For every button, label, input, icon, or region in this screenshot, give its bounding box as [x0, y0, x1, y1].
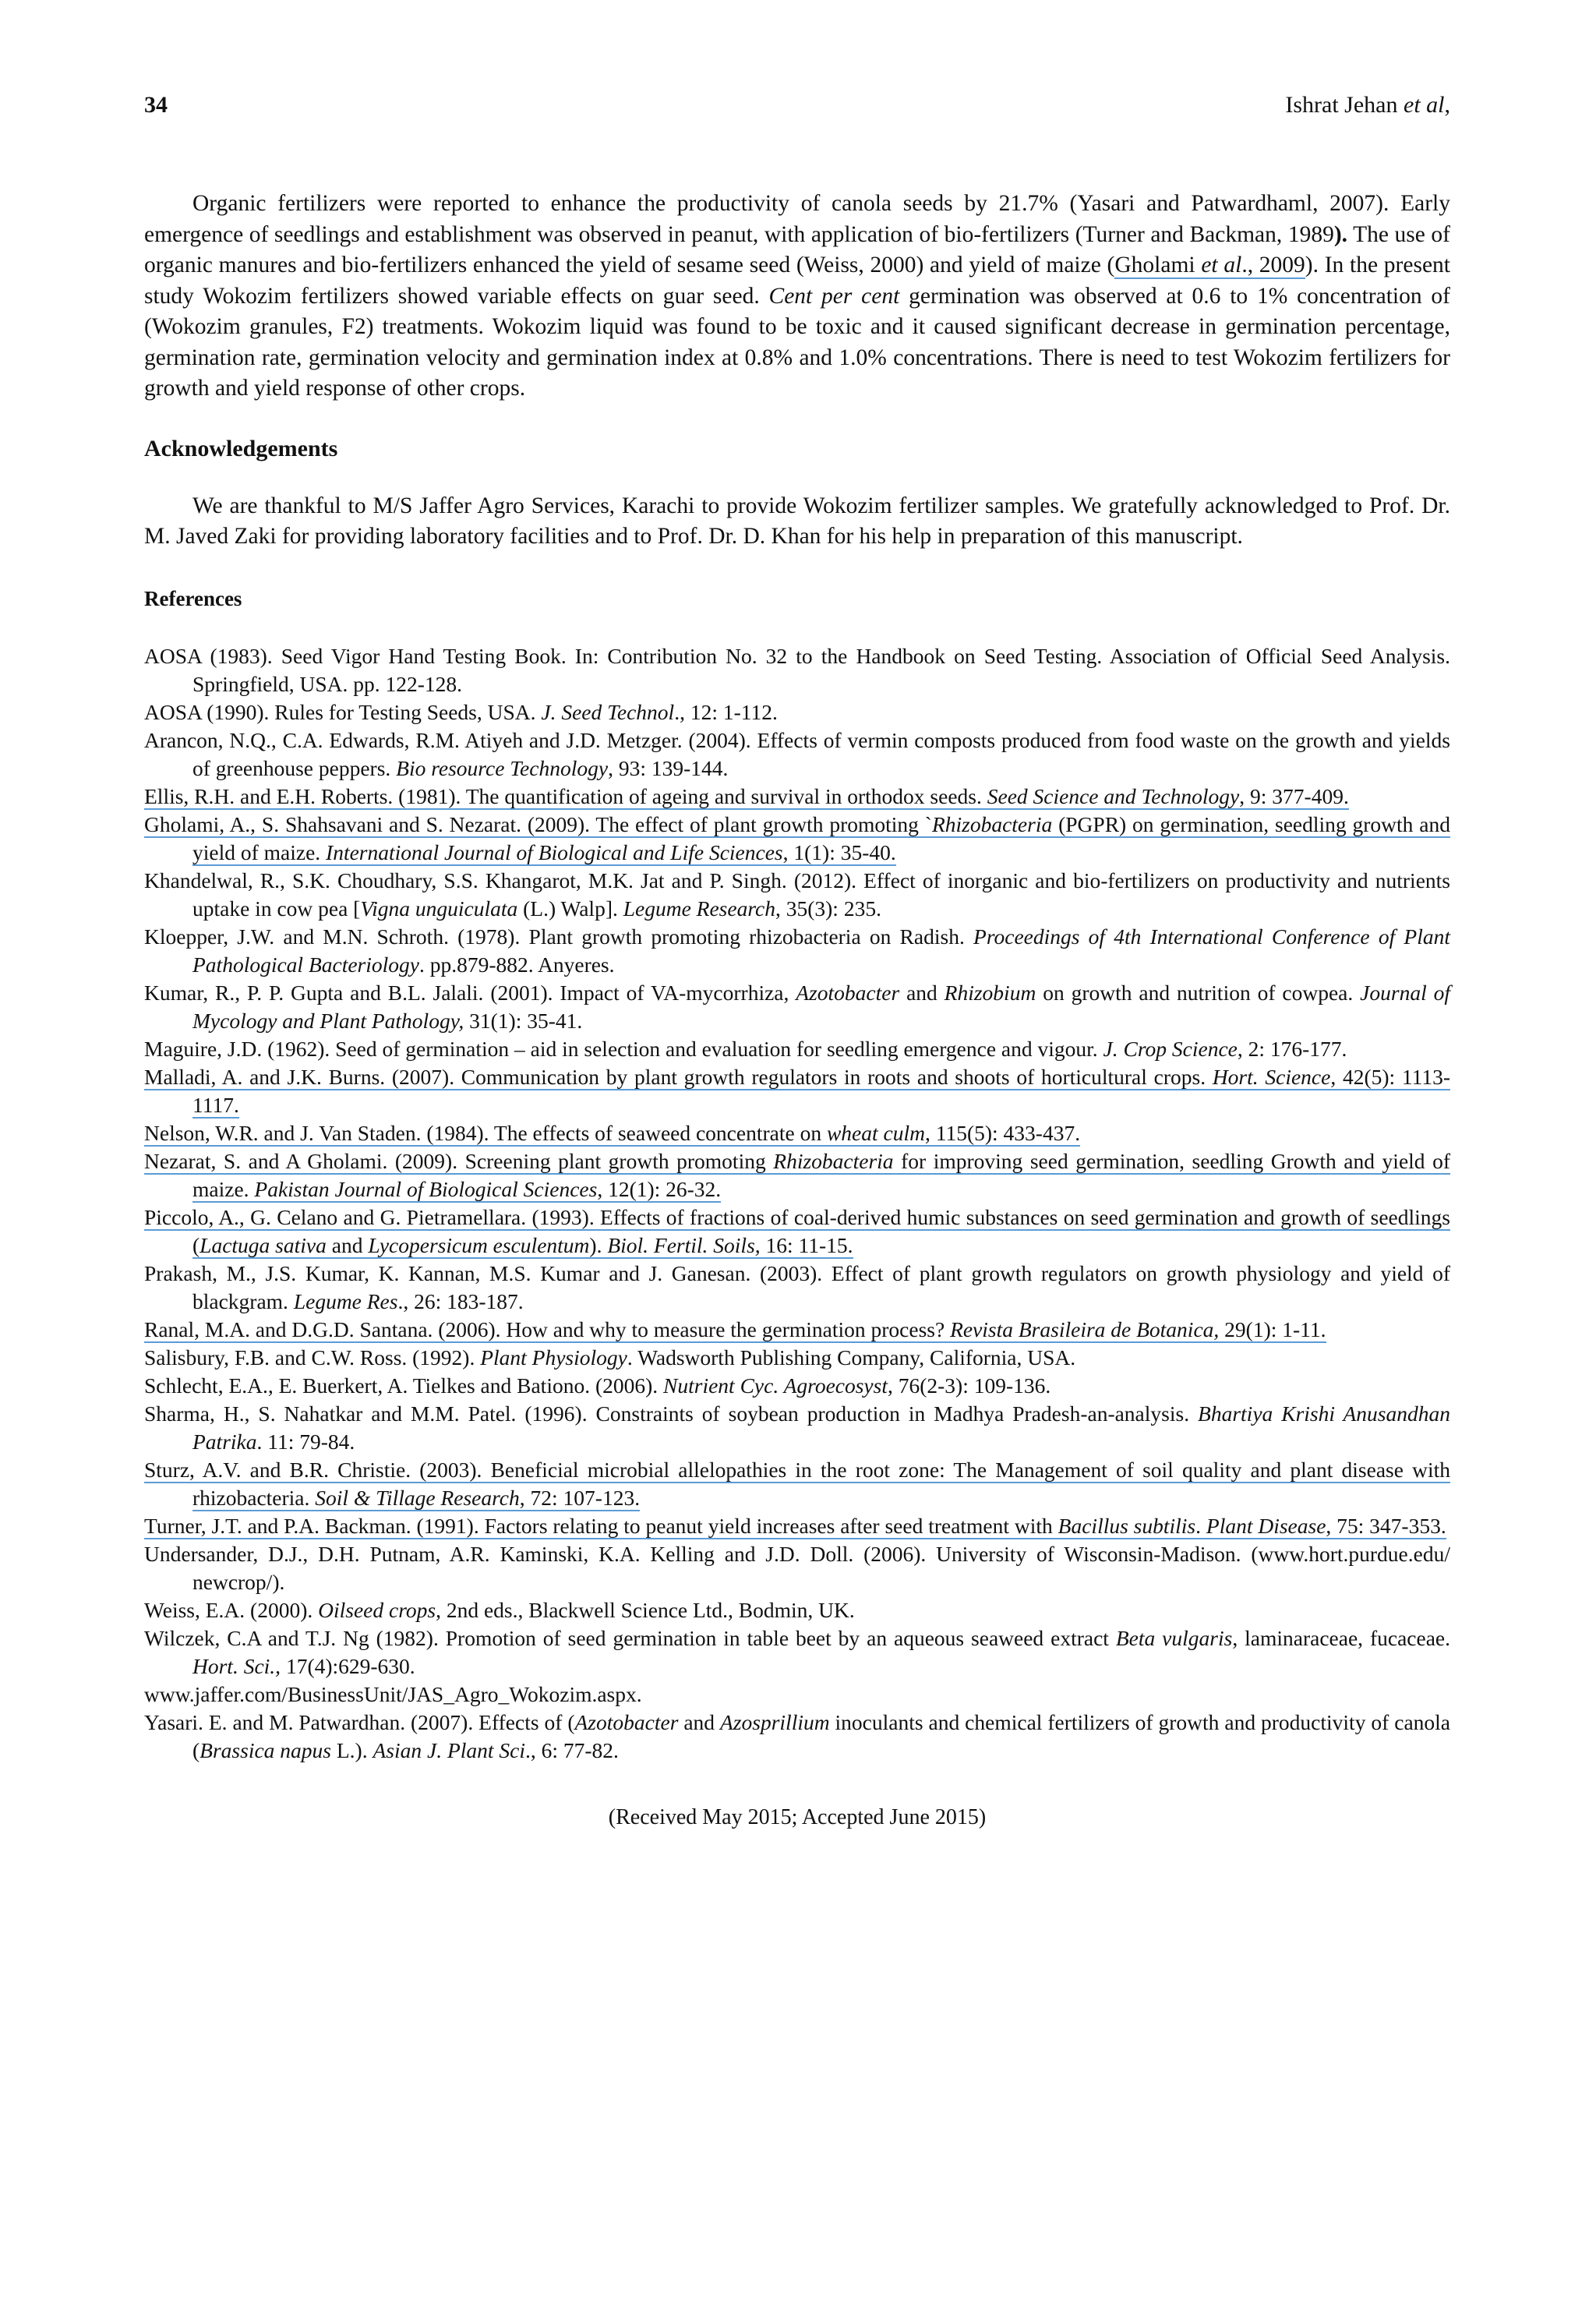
text-run: L.). [331, 1737, 373, 1762]
text-run: Proceedings of 4th International Conference of Plant Pathological Bacteriology [192, 924, 1450, 977]
text-run: , 115(5): 433-437. [924, 1120, 1081, 1145]
reference-item [144, 867, 1450, 923]
reference-link[interactable] [144, 1514, 1446, 1539]
text-run: Rhizobium [944, 980, 1036, 1005]
text-run: Hort. Science [1212, 1064, 1331, 1089]
text-run: Gholami [1114, 253, 1202, 277]
text-run: ). In the present study Wokozim fertilizers showed variable effects on guar seed. [144, 253, 1450, 309]
reference-item[interactable] [144, 1063, 1450, 1119]
reference-item [144, 1596, 1450, 1624]
text-run: Schlecht, E.A., E. Buerkert, A. Tielkes and Bationo. (2006). [144, 1373, 664, 1398]
reference-item[interactable] [144, 1203, 1450, 1260]
text-run: Turner, J.T. and P.A. Backman. (1991). Factors relating to peanut yield increases after seed treatment with [144, 1513, 1058, 1538]
reference-item [144, 979, 1450, 1035]
text-run: germination was observed at 0.6 to 1% concentration of (Wokozim granules, F2) treatments. Wokozim liquid was found to be toxic and it caused significant decrease in germination percentage, germination rate, germination velocity and germination index at 0.8% and 1.0% concentrations. There is need to test Wokozim fertilizers for growth and yield response of other crops. [144, 283, 1450, 401]
text-run: Kloepper, J.W. and M.N. Schroth. (1978). Plant growth promoting rhizobacteria on Radish. [144, 924, 974, 949]
text-run: , 12(1): 26-32. [597, 1176, 722, 1201]
reference-text [144, 1373, 1050, 1398]
reference-item [144, 726, 1450, 783]
text-run: 17(4):629-630. [281, 1653, 415, 1678]
text-run: , 9: 377-409. [1239, 783, 1349, 808]
text-run: Beta vulgaris [1115, 1625, 1233, 1650]
text-run: et al [1201, 253, 1242, 277]
text-run: Cent per cent [768, 283, 900, 309]
text-run: ., 12: 1-112. [674, 699, 778, 724]
text-run: , 93: 139-144. [608, 755, 729, 780]
text-run: Rhizobacteria [931, 811, 1053, 836]
text-run: International Journal of Biological and Life Sciences [326, 839, 783, 864]
text-run: Seed Science and Technology [987, 783, 1240, 808]
text-run: (PGPR) on germination, seedling growth and yield of maize. [192, 811, 1451, 864]
text-run: Khandelwal, R., S.K. Choudhary, S.S. Khangarot, M.K. Jat and P. Singh. (2012). Effect of inorganic and bio-fertilizers on productivity and nutrients uptake in cow pea [ [144, 868, 1450, 921]
text-run: Azotobacter [796, 980, 900, 1005]
text-run: and [326, 1232, 369, 1257]
reference-text [144, 924, 1450, 977]
text-run: on growth and nutrition of cowpea. [1036, 980, 1361, 1005]
text-run: Nezarat, S. and A Gholami. (2009). Screening plant growth promoting [144, 1148, 774, 1173]
received-note: (Received May 2015; Accepted June 2015) [608, 1804, 987, 1829]
reference-text [144, 1682, 642, 1706]
reference-item [144, 698, 1450, 726]
text-run: Ellis, R.H. and E.H. Roberts. (1981). The quantification of ageing and survival in orthodox seeds. [144, 783, 987, 808]
text-run: Azosprillium [720, 1709, 830, 1734]
text-run: , 35(3): 235. [775, 896, 881, 921]
reference-link[interactable] [144, 1149, 1450, 1203]
text-run: Salisbury, F.B. and C.W. Ross. (1992). [144, 1345, 481, 1370]
reference-item [144, 1344, 1450, 1372]
text-run: Hort. Sci., [192, 1653, 281, 1678]
reference-text [144, 644, 1450, 696]
text-run: Bhartiya Krishi Anusandhan Patrika [192, 1401, 1450, 1454]
text-run: ., 26: 183-187. [397, 1288, 524, 1313]
text-run: Nelson, W.R. and J. Van Staden. (1984). The effects of seaweed concentrate on [144, 1120, 827, 1145]
text-run: and [678, 1709, 721, 1734]
text-run: Asian J. Plant Sci [373, 1737, 525, 1762]
reference-list [144, 642, 1450, 1765]
text-run: J. Crop Science [1103, 1036, 1238, 1061]
text-run: wheat culm [826, 1120, 925, 1145]
reference-text [144, 1261, 1450, 1313]
text-run: Lactuga sativa [200, 1232, 327, 1257]
running-author: Ishrat Jehan et al, [1285, 92, 1450, 118]
reference-text [144, 868, 1450, 921]
text-run: Arancon, N.Q., C.A. Edwards, R.M. Atiyeh and J.D. Metzger. (2004). Effects of vermin composts produced from food waste on the growth and yields of greenhouse peppers. [144, 727, 1450, 780]
reference-item[interactable] [144, 1119, 1450, 1147]
text-run: Sharma, H., S. Nahatkar and M.M. Patel. (1996). Constraints of soybean production in Madhya Pradesh-an-analysis. [144, 1401, 1199, 1426]
text-run: Soil & Tillage Research [315, 1485, 520, 1510]
reference-link[interactable] [144, 1121, 1080, 1147]
text-run: Oilseed crops [318, 1597, 436, 1622]
reference-item [144, 1400, 1450, 1456]
text-run: (L.) Walp]. [517, 896, 623, 921]
references-heading: References [144, 586, 242, 610]
reference-link[interactable] [144, 1458, 1450, 1511]
page [144, 92, 1450, 1830]
reference-text [144, 700, 778, 724]
text-run: Gholami, A., S. Shahsavani and S. Nezarat. (2009). The effect of plant growth promoting ` [144, 811, 932, 836]
reference-item [144, 1540, 1450, 1596]
discussion-paragraph [144, 189, 1450, 405]
text-run: Biol. Fertil. Soils, [607, 1232, 761, 1257]
acknowledgements-heading: Acknowledgements [144, 435, 338, 461]
text-run: 31(1): 35-41. [464, 1008, 583, 1033]
reference-link[interactable] [144, 1317, 1326, 1343]
text-run: Plant Disease [1206, 1513, 1326, 1538]
acknowledgements-paragraph: We are thankful to M/S Jaffer Agro Services, Karachi to provide Wokozim fertilizer samples. We gratefully acknowledged to Prof. Dr. M. Javed Zaki for providing laboratory facilities and to Prof. Dr. D. Khan for his help in preparation of this manuscript. [144, 493, 1450, 549]
text-run: Journal of Mycology and Plant Pathology, [192, 980, 1450, 1033]
reference-item [144, 1372, 1450, 1400]
reference-text [144, 981, 1450, 1033]
reference-item [144, 923, 1450, 979]
text-run: inoculants and chemical fertilizers of growth and productivity of canola ( [192, 1709, 1451, 1762]
text-run: . 11: 79-84. [256, 1429, 355, 1454]
text-run: Piccolo, A., G. Celano and G. Pietramellara. (1993). Effects of fractions of coal-derived humic substances on seed germination and growth of seedlings ( [144, 1204, 1450, 1257]
text-run: , 2nd eds., Blackwell Science Ltd., Bodmin, UK. [436, 1597, 855, 1622]
text-run: ., 6: 77-82. [525, 1737, 619, 1762]
text-run: , 76(2-3): 109-136. [887, 1373, 1051, 1398]
text-run: ). [1333, 221, 1348, 247]
reference-item [144, 1260, 1450, 1316]
reference-text [144, 1542, 1450, 1594]
reference-text [144, 728, 1450, 780]
reference-link[interactable] [144, 1065, 1450, 1119]
page-number: 34 [144, 92, 168, 118]
text-run: AOSA (1990). Rules for Testing Seeds, USA. [144, 699, 542, 724]
text-run: Wilczek, C.A and T.J. Ng (1982). Promotion of seed germination in table beet by an aqueous seaweed extract [144, 1625, 1116, 1650]
reference-text [144, 1401, 1450, 1454]
text-run: 29(1): 1-11. [1219, 1317, 1326, 1341]
text-run: Bacillus subtilis [1058, 1513, 1196, 1538]
text-run: Vigna unguiculata [360, 896, 518, 921]
text-run: ). [589, 1232, 608, 1257]
text-run: Maguire, J.D. (1962). Seed of germination – aid in selection and evaluation for seedling emergence and vigour. [144, 1036, 1103, 1061]
reference-link[interactable] [144, 812, 1450, 866]
text-run: . Wadsworth Publishing Company, California, USA. [627, 1345, 1076, 1370]
reference-link[interactable] [144, 784, 1349, 810]
text-run: www.jaffer.com/BusinessUnit/JAS_Agro_Wokozim.aspx. [144, 1681, 642, 1706]
text-run: Kumar, R., P. P. Gupta and B.L. Jalali. (2001). Impact of VA-mycorrhiza, [144, 980, 796, 1005]
text-run: , 42(5): 1113-1117. [192, 1064, 1451, 1117]
text-run: Ranal, M.A. and D.G.D. Santana. (2006). How and why to measure the germination process? [144, 1317, 951, 1341]
reference-text [144, 1626, 1450, 1678]
text-run: Undersander, D.J., D.H. Putnam, A.R. Kaminski, K.A. Kelling and J.D. Doll. (2006). University of Wisconsin-Madison. (www.hort.purdue.edu/ newcrop/). [144, 1541, 1450, 1594]
text-run: Azotobacter [574, 1709, 679, 1734]
text-run: J. Seed Technol [541, 699, 675, 724]
text-run: Sturz, A.V. and B.R. Christie. (2003). Beneficial microbial allelopathies in the root zone: The Management of soil quality and plant disease with rhizobacteria. [144, 1457, 1450, 1510]
text-run: AOSA (1983). Seed Vigor Hand Testing Book. In: Contribution No. 32 to the Handbook on Seed Testing. Association of Official Seed Analysis. Springfield, USA. pp. 122-128. [144, 643, 1450, 696]
text-run: Organic fertilizers were reported to enhance the productivity of canola seeds by 21.7% (Yasari and Patwardhaml, 2007). Early emergence of seedlings and establishment was observed in peanut, with application of bio-fertilizers (Turner and Backman, 1989 [144, 191, 1450, 247]
text-run: Pakistan Journal of Biological Sciences [254, 1176, 598, 1201]
running-head [144, 92, 1450, 131]
text-run: Bio resource Technology [396, 755, 609, 780]
text-run: Weiss, E.A. (2000). [144, 1597, 319, 1622]
text-run: Lycopersicum esculentum [368, 1232, 590, 1257]
text-run: Legume Research [623, 896, 775, 921]
reference-item[interactable] [144, 811, 1450, 867]
text-run: Nutrient Cyc. Agroecosyst [663, 1373, 888, 1398]
text-run: , laminaraceae, fucaceae. [1232, 1625, 1450, 1650]
text-run: Prakash, M., J.S. Kumar, K. Kannan, M.S. Kumar and J. Ganesan. (2003). Effect of plant growth regulators on growth physiology and yield of blackgram. [144, 1260, 1450, 1313]
text-run: . pp.879-882. Anyeres. [418, 952, 615, 977]
text-run: Legume Res [293, 1288, 398, 1313]
text-run: ., 2009 [1241, 253, 1305, 277]
reference-item[interactable] [144, 1147, 1450, 1203]
reference-text [144, 1345, 1075, 1370]
text-run: Yasari. E. and M. Patwardhan. (2007). Effects of ( [144, 1709, 575, 1734]
text-run: Revista Brasileira de Botanica, [950, 1317, 1220, 1341]
text-run: , 72: 107-123. [519, 1485, 641, 1510]
reference-link[interactable] [144, 1205, 1450, 1259]
reference-item[interactable] [144, 1512, 1450, 1540]
text-run: . [1195, 1513, 1206, 1538]
text-run: Plant Physiology [480, 1345, 627, 1370]
reference-item [144, 1709, 1450, 1765]
text-run: , 2: 176-177. [1237, 1036, 1347, 1061]
text-run: , 75: 347-353. [1326, 1513, 1446, 1538]
text-run: Rhizobacteria [773, 1148, 894, 1173]
reference-text [144, 1710, 1450, 1762]
reference-item[interactable] [144, 1316, 1450, 1344]
text-run: The use of organic manures and bio-fertilizers enhanced the yield of sesame seed (Weiss, 2000) and yield of maize ( [144, 221, 1450, 277]
text-run: , 1(1): 35-40. [782, 839, 896, 864]
reference-item [144, 1035, 1450, 1063]
reference-item [144, 642, 1450, 698]
text-run: Brassica napus [200, 1737, 331, 1762]
reference-text [144, 1598, 855, 1622]
reference-item[interactable] [144, 1456, 1450, 1512]
text-run: 16: 11-15. [760, 1232, 853, 1257]
reference-text [144, 1037, 1347, 1061]
text-run: and [899, 980, 945, 1005]
reference-item [144, 1624, 1450, 1681]
reference-item [144, 1681, 1450, 1709]
text-run: for improving seed germination, seedling Growth and yield of maize. [192, 1148, 1451, 1201]
text-run: Malladi, A. and J.K. Burns. (2007). Communication by plant growth regulators in roots and shoots of horticultural crops. [144, 1064, 1213, 1089]
reference-item[interactable] [144, 783, 1450, 811]
